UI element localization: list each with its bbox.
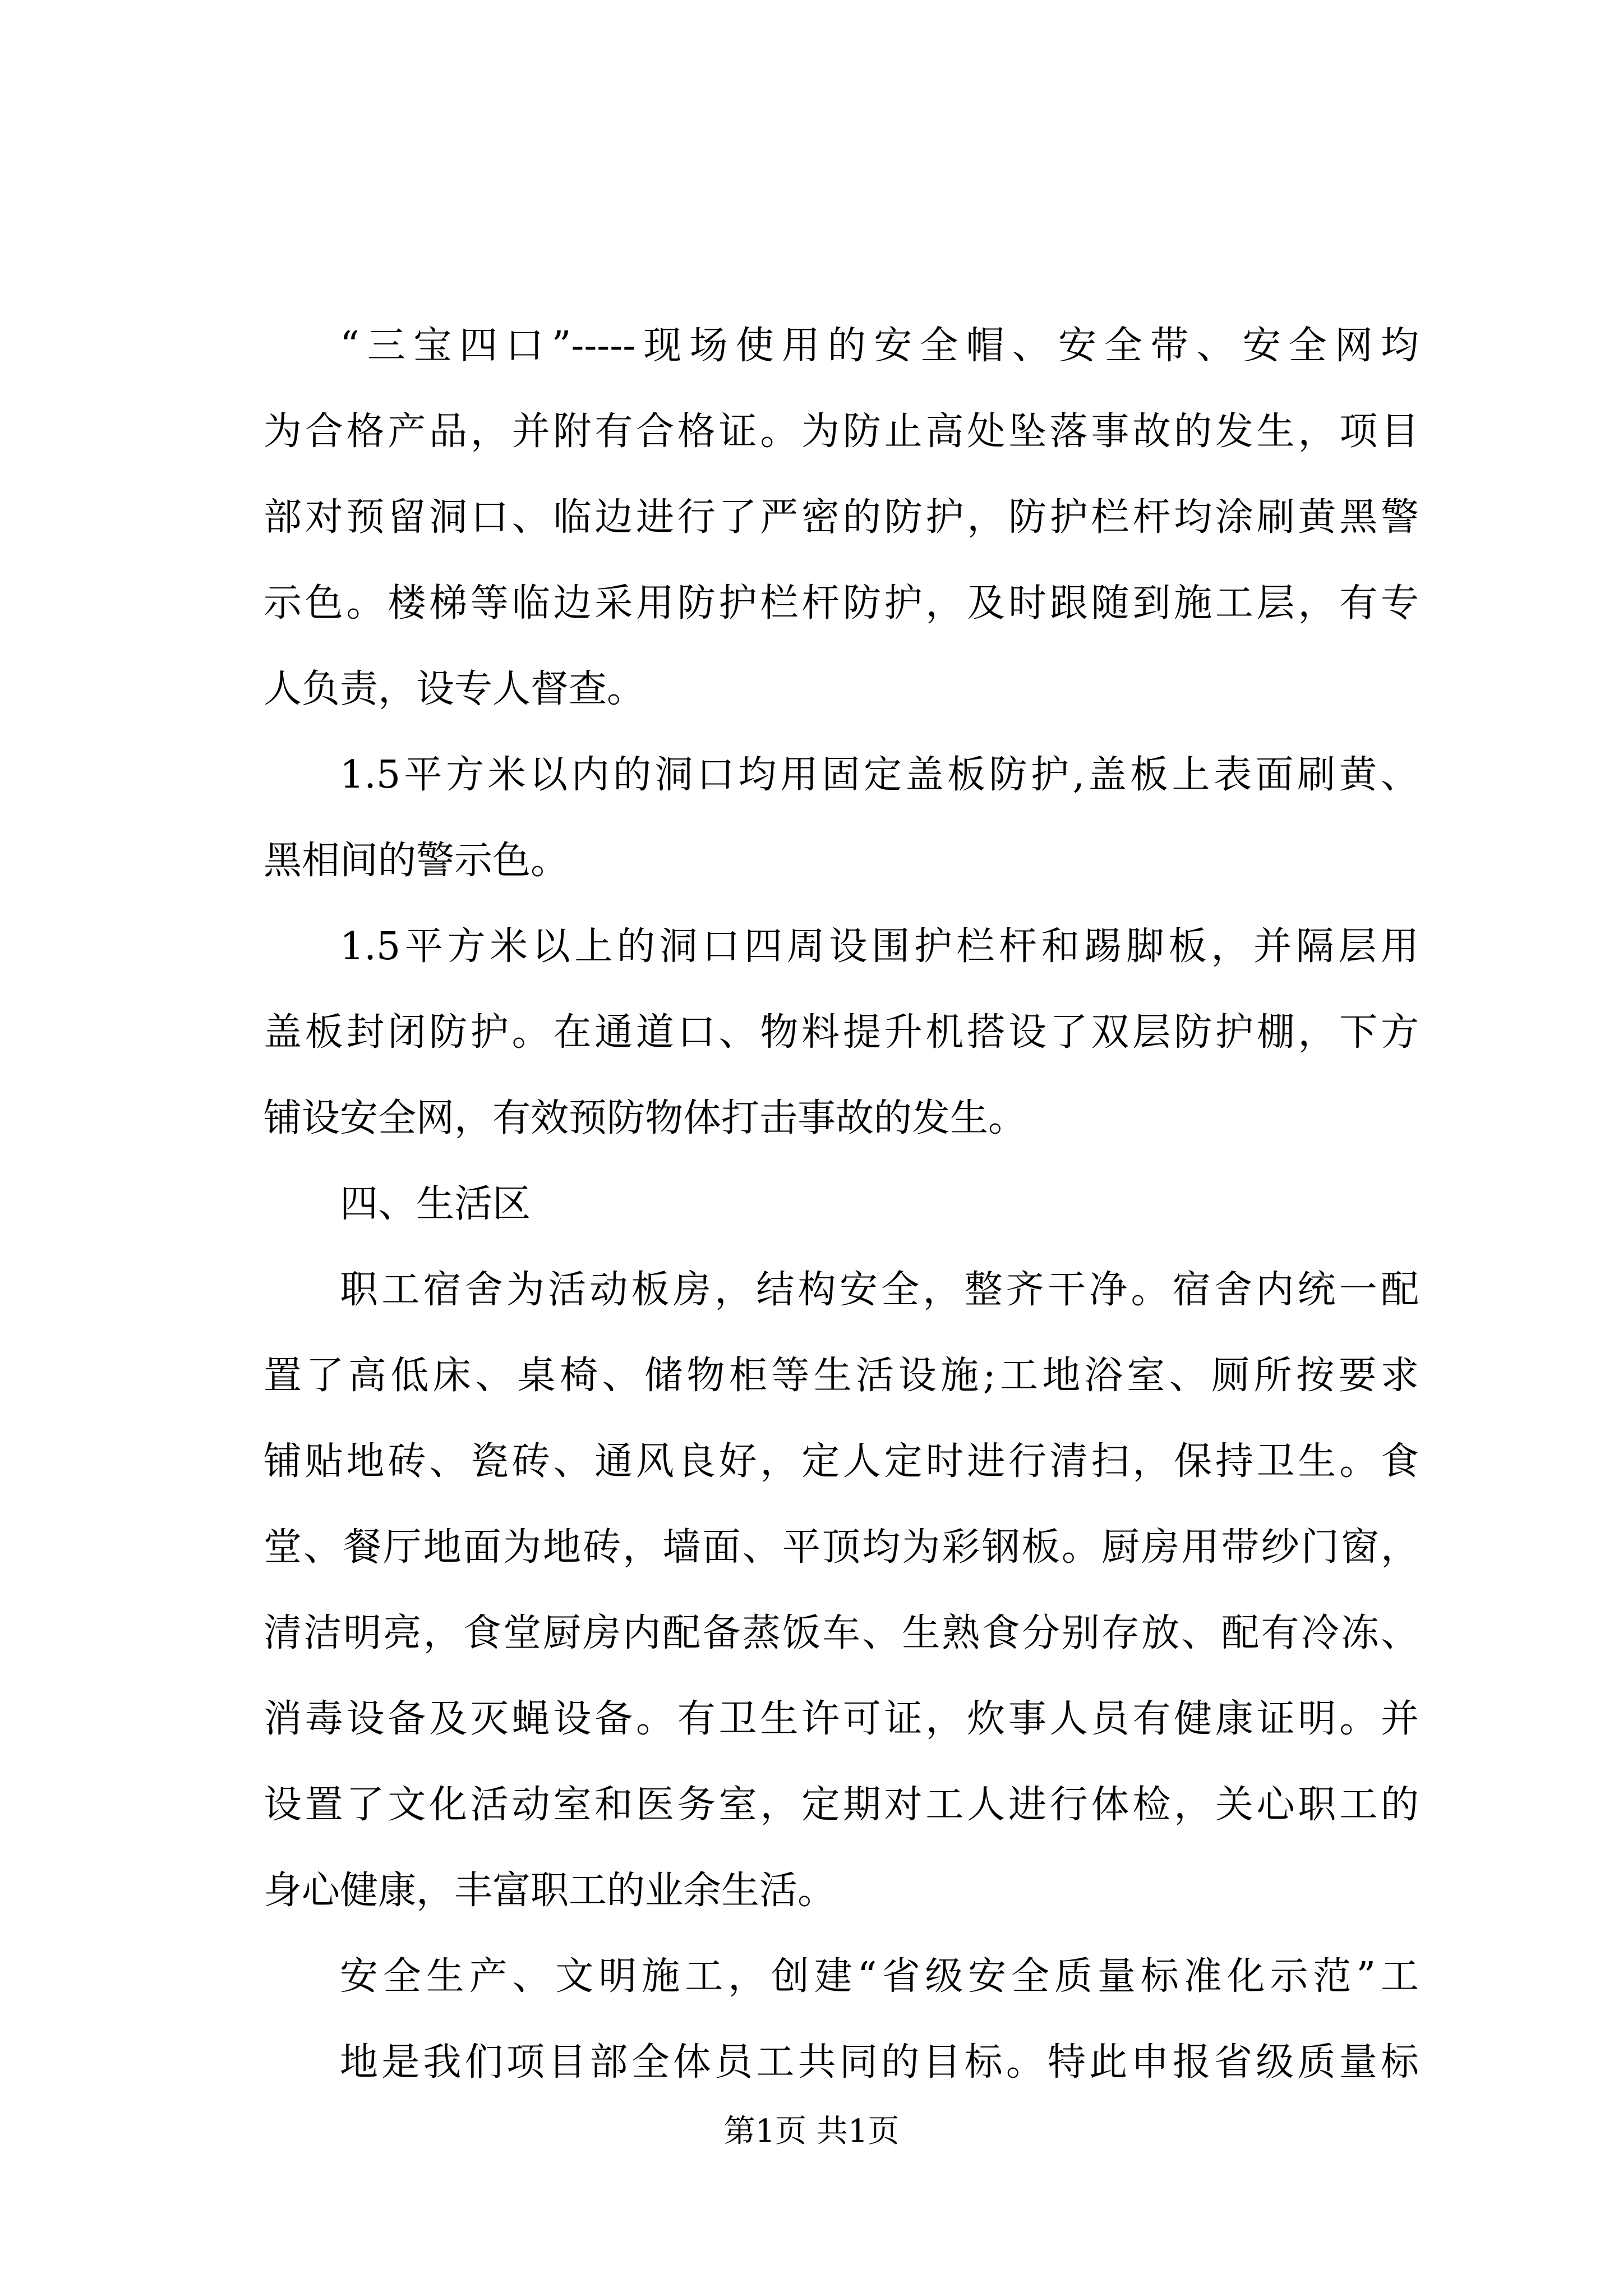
page-number-label: 第1页 共1页 <box>723 2113 900 2150</box>
paragraph-line: 地是我们项目部全体员工共同的目标。特此申报省级质量标 <box>340 2040 1419 2085</box>
paragraph-line: 置了高低床、桌椅、储物柜等生活设施;工地浴室、厕所按要求 <box>264 1354 1419 1398</box>
paragraph-line: 设置了文化活动室和医务室，定期对工人进行体检，关心职工的 <box>264 1783 1419 1827</box>
paragraph-line: 盖板封闭防护。在通道口、物料提升机搭设了双层防护棚，下方 <box>264 1010 1419 1055</box>
paragraph-line: 职工宿舍为活动板房，结构安全，整齐干净。宿舍内统一配 <box>340 1268 1419 1312</box>
body-text <box>264 303 1419 2105</box>
page-footer <box>0 2109 1623 2154</box>
paragraph-line: “三宝四口”-----现场使用的安全帽、安全带、安全网均 <box>340 324 1419 368</box>
paragraph-line: 部对预留洞口、临边进行了严密的防护，防护栏杆均涂刷黄黑警 <box>264 495 1419 540</box>
paragraph-line: 人负责，设专人督查。 <box>264 667 645 711</box>
paragraph-line: 1.5平方米以上的洞口四周设围护栏杆和踢脚板，并隔层用 <box>340 924 1419 969</box>
section-heading: 四、生活区 <box>340 1182 531 1226</box>
paragraph-line: 为合格产品，并附有合格证。为防止高处坠落事故的发生，项目 <box>264 409 1419 454</box>
paragraph-line: 黑相间的警示色。 <box>264 839 569 883</box>
paragraph-line: 清洁明亮，食堂厨房内配备蒸饭车、生熟食分别存放、配有冷冻、 <box>264 1611 1419 1655</box>
paragraph-line: 堂、餐厅地面为地砖，墙面、平顶均为彩钢板。厨房用带纱门窗， <box>264 1525 1419 1570</box>
paragraph-line: 身心健康，丰富职工的业余生活。 <box>264 1869 836 1913</box>
paragraph-line: 示色。楼梯等临边采用防护栏杆防护，及时跟随到施工层，有专 <box>264 581 1419 625</box>
paragraph-line: 铺贴地砖、瓷砖、通风良好，定人定时进行清扫，保持卫生。食 <box>264 1439 1419 1484</box>
paragraph-line: 消毒设备及灭蝇设备。有卫生许可证，炊事人员有健康证明。并 <box>264 1697 1419 1741</box>
paragraph-line: 铺设安全网，有效预防物体打击事故的发生。 <box>264 1096 1027 1140</box>
paragraph-line: 1.5平方米以内的洞口均用固定盖板防护,盖板上表面刷黄、 <box>340 753 1419 797</box>
paragraph-line: 安全生产、文明施工，创建“省级安全质量标准化示范”工 <box>340 1954 1419 1999</box>
